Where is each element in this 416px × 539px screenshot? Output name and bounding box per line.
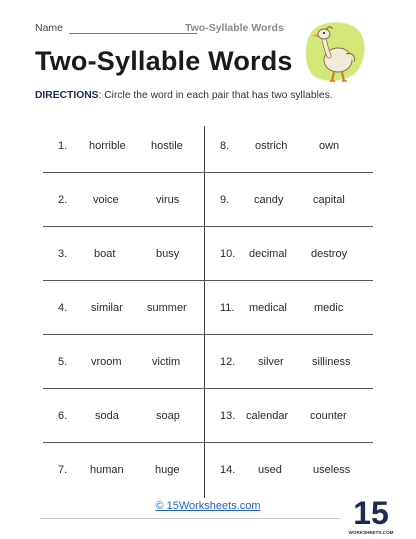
footer-rule	[40, 518, 340, 519]
ostrich-mascot-icon	[302, 20, 368, 84]
word-option[interactable]: horrible	[89, 140, 126, 152]
word-option[interactable]: vroom	[91, 356, 122, 368]
word-option[interactable]: victim	[152, 356, 181, 368]
item-number: 7.	[58, 464, 68, 476]
logo-caption: WORKSHEETS.COM	[348, 530, 394, 535]
item-number: 2.	[58, 194, 68, 206]
row-divider	[43, 280, 373, 281]
row-divider	[43, 442, 373, 443]
row-divider	[43, 388, 373, 389]
word-option[interactable]: medic	[314, 302, 344, 314]
word-option[interactable]: calendar	[246, 410, 289, 422]
row-divider	[43, 226, 373, 227]
15worksheets-logo-icon	[348, 494, 394, 536]
word-option[interactable]: voice	[93, 194, 119, 206]
word-option[interactable]: used	[258, 464, 282, 476]
word-option[interactable]: destroy	[311, 248, 348, 260]
item-number: 9.	[220, 194, 230, 206]
word-option[interactable]: decimal	[249, 248, 287, 260]
word-option[interactable]: silver	[258, 356, 284, 368]
name-label: Name	[35, 22, 64, 34]
word-option[interactable]: medical	[249, 302, 287, 314]
word-option[interactable]: candy	[254, 194, 284, 206]
directions	[35, 90, 333, 101]
item-number: 11.	[220, 302, 235, 314]
word-option[interactable]: counter	[310, 410, 347, 422]
row-divider	[43, 172, 373, 173]
word-option[interactable]: busy	[156, 248, 180, 260]
logo-number: 15	[353, 495, 389, 531]
word-option[interactable]: hostile	[151, 140, 183, 152]
word-option[interactable]: own	[319, 140, 340, 152]
item-number: 14.	[220, 464, 236, 476]
item-number: 12.	[220, 356, 236, 368]
footer-link[interactable]: © 15Worksheets.com	[155, 500, 261, 512]
word-option[interactable]: soap	[156, 410, 180, 422]
word-option[interactable]: ostrich	[255, 140, 288, 152]
word-option[interactable]: silliness	[312, 356, 351, 368]
page-title: Two-Syllable Words	[35, 46, 293, 76]
directions-label: DIRECTIONS	[35, 90, 99, 101]
directions-text: : Circle the word in each pair that has two syllables.	[98, 90, 333, 101]
word-pair-table	[43, 118, 373, 498]
name-line[interactable]	[69, 33, 197, 34]
word-option[interactable]: human	[90, 464, 124, 476]
item-number: 10.	[220, 248, 236, 260]
item-number: 5.	[58, 356, 68, 368]
header-title: Two-Syllable Words	[185, 22, 284, 34]
word-option[interactable]: boat	[94, 248, 116, 260]
word-option[interactable]: huge	[155, 464, 180, 476]
word-option[interactable]: useless	[313, 464, 351, 476]
item-number: 4.	[58, 302, 68, 314]
word-option[interactable]: summer	[147, 302, 187, 314]
item-number: 3.	[58, 248, 68, 260]
word-option[interactable]: similar	[91, 302, 123, 314]
row-divider	[43, 334, 373, 335]
item-number: 1.	[58, 140, 68, 152]
word-option[interactable]: capital	[313, 194, 345, 206]
header-row	[35, 22, 305, 38]
word-option[interactable]: soda	[95, 410, 119, 422]
word-option[interactable]: virus	[156, 194, 180, 206]
item-number: 6.	[58, 410, 68, 422]
item-number: 13.	[220, 410, 236, 422]
item-number: 8.	[220, 140, 230, 152]
